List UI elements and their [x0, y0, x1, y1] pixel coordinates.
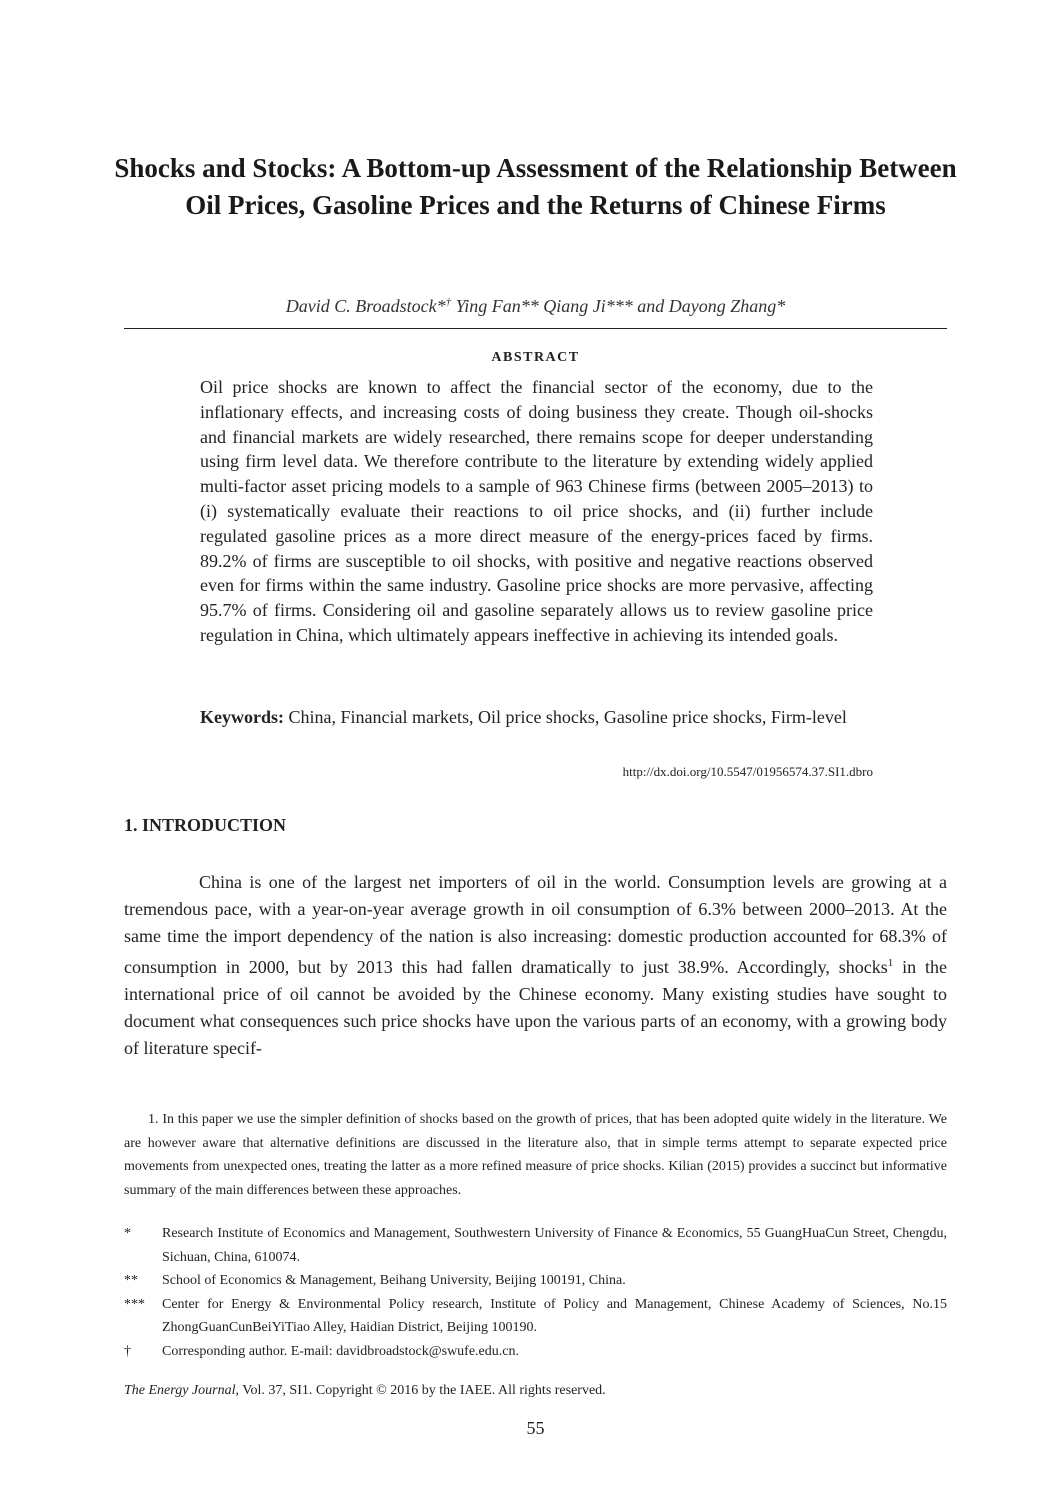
- affiliation: * Research Institute of Economics and Management, Southwestern University of Finance & Economics, 55 GuangHuaCun Street, Chengdu, Sichuan, China, 610074.: [124, 1226, 947, 1265]
- keywords: [200, 705, 873, 730]
- journal-citation: The Energy Journal, Vol. 37, SI1. Copyright © 2016 by the IAEE. All rights reserved.: [124, 1383, 606, 1398]
- doi-link[interactable]: http://dx.doi.org/10.5547/01956574.37.SI1.dbro: [622, 764, 873, 779]
- author: Dayong Zhang*: [668, 296, 786, 316]
- page-number: 55: [526, 1418, 545, 1438]
- footnote-ref[interactable]: 1: [887, 957, 894, 969]
- affiliation: *** Center for Energy & Environmental Policy research, Institute of Policy and Management, Chinese Academy of Sciences, No.15 ZhongGuanCunBeiYiTiao Alley, Haidian District, Beijing 100190.: [124, 1296, 947, 1335]
- affiliation: ** School of Economics & Management, Beihang University, Beijing 100191, China.: [124, 1273, 626, 1288]
- author-line: [124, 296, 947, 317]
- keywords-label: Keywords:: [200, 707, 284, 727]
- keywords-list: China, Financial markets, Oil price shocks, Gasoline price shocks, Firm-level: [288, 707, 847, 727]
- paper-title: Shocks and Stocks: A Bottom-up Assessment of the Relationship Between Oil Prices, Gasoline Prices and the Returns of Chinese Firms: [114, 153, 957, 220]
- affiliations: [124, 1222, 947, 1363]
- author: David C. Broadstock*†: [285, 296, 452, 316]
- title-divider: [124, 328, 947, 329]
- abstract-body: Oil price shocks are known to affect the financial sector of the economy, due to the inflationary effects, and increasing costs of doing business they create. Though oil-shocks and financial markets are widely researched, there remains scope for deeper understanding using firm level data. We therefore contribute to the literature by extending widely applied multi-factor asset pricing models to a sample of 963 Chinese firms (between 2005–2013) to (i) systematically evaluate their reactions to oil price shocks, and (ii) further include regulated gasoline prices as a more direct measure of the energy-prices faced by firms. 89.2% of firms are susceptible to oil shocks, with positive and negative reactions observed even for firms within the same industry. Gasoline price shocks are more pervasive, affecting 95.7% of firms. Considering oil and gasoline separately allows us to review gasoline price regulation in China, which ultimately appears ineffective in achieving its intended goals.: [200, 377, 873, 645]
- abstract-heading: ABSTRACT: [491, 350, 580, 365]
- footnote: 1. In this paper we use the simpler definition of shocks based on the growth of prices, that has been adopted quite widely in the literature. We are however aware that alternative definitions are discussed in the literature also, that in simple terms attempt to separate expected price movements from unexpected ones, treating the latter as a more refined measure of price shocks. Kilian (2015) provides a succinct but informative summary of the main differences between these approaches.: [124, 1112, 947, 1198]
- journal-name: The Energy Journal: [124, 1383, 236, 1398]
- introduction-paragraph: China is one of the largest net importers of oil in the world. Consumption levels are growing at a tremendous pace, with a year-on-year average growth in oil consumption of 6.3% between 2000–2013. At the same time the import dependency of the nation is also increasing: domestic production accounted for 68.3% of consumption in 2000, but by 2013 this had fallen dramatically to just 38.9%. Accordingly, shocks$^1$ in the international price of oil cannot be avoided by the Chinese economy. Many existing studies have sought to document what consequences such price shocks have upon the various parts of an economy, with a growing body of literature specif-: [124, 872, 947, 1058]
- author: Ying Fan**: [455, 296, 539, 316]
- affiliation: † Corresponding author. E-mail: davidbroadstock@swufe.edu.cn.: [124, 1343, 519, 1359]
- author: Qiang Ji*** and: [543, 296, 669, 316]
- section-heading-introduction: 1. INTRODUCTION: [124, 815, 287, 835]
